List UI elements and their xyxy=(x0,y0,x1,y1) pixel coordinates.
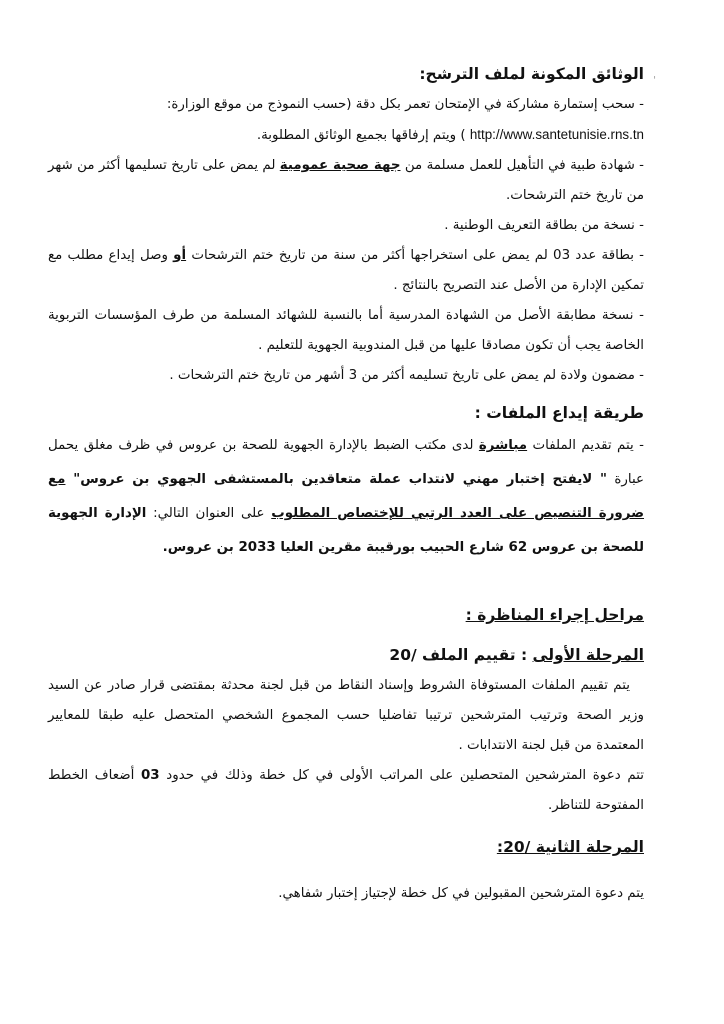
stage2-paragraph: يتم دعوة المترشحين المقبولين في كل خطة لإجتياز إختبار شفاهي. xyxy=(278,886,644,901)
ministry-website-link[interactable]: http://www.santetunisie.rns.tn xyxy=(469,127,644,142)
doc-item-application-form: - سحب إستمارة مشاركة في الإمتحان تعمر بكل دقة (حسب النموذج من موقع الوزارة: http://www.santetunisie.rns.tn ) ويتم إرفاقها بجميع الوثائق المطلوبة. xyxy=(166,97,644,143)
stage1-title: المرحلة الأولى : تقييم الملف /20 xyxy=(389,646,644,664)
or-word: أو xyxy=(173,248,187,263)
stage1-paragraph1: يتم تقييم الملفات المستوفاة الشروط وإسناد النقاط من قبل لجنة محدثة بمقتضى قرار صادر عن السيد وزير الصحة وترتيب المترشحين ترتيبا تفاضليا حسب المجموع الشخصي المتحصل عليه طبقا للمعايير المعتمدة من قبل لجنة الانتدابات . xyxy=(48,678,644,753)
envelope-label: " لايفتح إختبار مهني لانتداب عملة متعاقدين بالمستشفى الجهوي بن عروس" xyxy=(65,472,607,487)
stage1-paragraph2: تتم دعوة المترشحين المتحصلين على المراتب الأولى في كل خطة وذلك في حدود 03 أضعاف الخطط المفتوحة للتناظر. xyxy=(48,768,645,813)
deposit-heading: طريقة إيداع الملفات : xyxy=(474,404,644,422)
deposit-section xyxy=(48,397,644,565)
doc-item-criminal-record: - بطاقة عدد 03 لم يمض على استخراجها أكثر من سنة من تاريخ ختم الترشحات أو وصل إيداع مطلب مع تمكين الإدارة من الأصل عند التصريح بالنتائج . xyxy=(48,248,644,293)
scan-mark: ' xyxy=(653,75,656,86)
documents-section xyxy=(48,58,644,391)
stages-section xyxy=(48,599,644,909)
public-health-entity: جهة صحية عمومية xyxy=(279,158,401,173)
multiplier-number: 03 xyxy=(140,768,160,783)
doc-item-birth-certificate: - مضمون ولادة لم يمض على تاريخ تسليمه أكثر من 3 أشهر من تاريخ ختم الترشحات . xyxy=(169,368,644,383)
doc-item-id-copy: - نسخة من بطاقة التعريف الوطنية . xyxy=(444,218,644,233)
stages-heading: مراحل إجراء المناظرة : xyxy=(465,606,644,624)
directly-word: مباشرة xyxy=(478,438,528,453)
stage2-title: المرحلة الثانية /20: xyxy=(496,838,644,856)
doc-item-school-certificate: - نسخة مطابقة الأصل من الشهادة المدرسية أما بالنسبة للشهائد المسلمة من طرف المؤسسات التربوية الخاصة يجب أن تكون مصادقا عليها من قبل المندوبية الجهوية للتعليم . xyxy=(48,308,644,353)
documents-heading: الوثائق المكونة لملف الترشح: xyxy=(419,65,644,83)
doc-item-medical-certificate: - شهادة طبية في التأهيل للعمل مسلمة من جهة صحية عمومية لم يمض على تاريخ تسليمها أكثر من شهر من تاريخ ختم الترشحات. xyxy=(48,158,644,203)
rank-number-note: مع ضرورة التنصيص على العدد الرتبي للإختصاص المطلوب xyxy=(48,472,645,521)
address: الإدارة الجهوية للصحة بن عروس 62 شارع الحبيب بورقيبة مقرين العليا 2033 بن عروس. xyxy=(48,506,644,555)
deposit-paragraph: - يتم تقديم الملفات مباشرة لدى مكتب الضبط بالإدارة الجهوية للصحة بن عروس في ظرف مغلق يحمل عبارة " لايفتح إختبار مهني لانتداب عملة متعاقدين بالمستشفى الجهوي بن عروس" مع ضرورة التنصيص على العدد الرتبي للإختصاص المطلوب على العنوان التالي: الإدارة الجهوية للصحة بن عروس 62 شارع الحبيب بورقيبة مقرين العليا 2033 بن عروس. xyxy=(48,438,645,555)
